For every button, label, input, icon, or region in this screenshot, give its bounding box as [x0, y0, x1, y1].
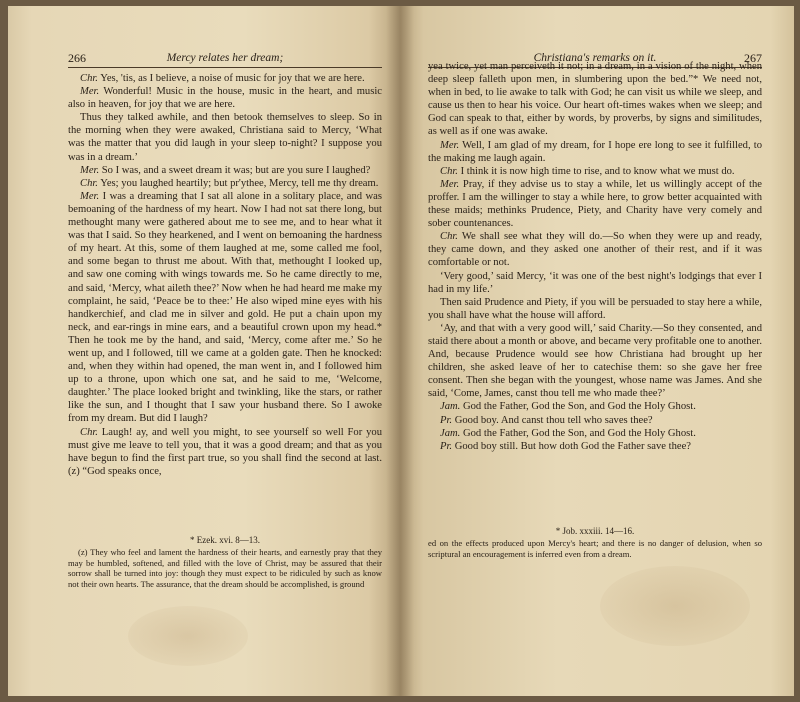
- paragraph: [428, 139, 762, 165]
- body-text: [68, 72, 382, 478]
- left-page: [8, 6, 400, 696]
- footnote-reference: * Job. xxxiii. 14—16.: [555, 526, 635, 536]
- paragraph: [68, 190, 382, 426]
- speaker-label: Chr.: [80, 426, 98, 438]
- running-head: Christiana's remarks on it.: [533, 52, 657, 64]
- paragraph: [428, 178, 762, 230]
- footnotes: [428, 526, 762, 559]
- right-page: [400, 6, 794, 696]
- paragraph-text: God the Father, God the Son, and God the Holy Ghost.: [460, 427, 696, 439]
- paragraph: [68, 72, 382, 85]
- page-number: 267: [744, 51, 762, 65]
- book-spread: [8, 6, 794, 696]
- footnotes: [68, 535, 382, 589]
- paragraph-text: Good boy still. But how doth God the Father save thee?: [452, 440, 691, 452]
- gutter-shadow: [400, 6, 414, 696]
- paragraph: [428, 322, 762, 401]
- speaker-label: Jam.: [440, 427, 461, 439]
- speaker-label: Jam.: [440, 401, 461, 413]
- speaker-label: Mer.: [80, 190, 100, 202]
- paragraph-text: God the Father, God the Son, and God the Holy Ghost.: [460, 401, 696, 413]
- speaker-label: Chr.: [440, 231, 458, 243]
- paragraph-text: Pray, if they advise us to stay a while, let us willingly accept of the proffer. I am the willinger to stay a while here, to grow better acquainted with these maids; methinks Prudence, Piety, and Charity have very comely and sober countenances.: [428, 178, 762, 230]
- paragraph: [428, 165, 762, 178]
- footnote-reference: * Ezek. xvi. 8—13.: [190, 535, 260, 545]
- paragraph-text: Good boy. And canst thou tell who saves thee?: [452, 414, 653, 426]
- paragraph-text: We shall see what they will do.—So when they were up and ready, they came down, and they asked one another of their rest, and if it was comfortable or not.: [428, 231, 762, 269]
- speaker-label: Chr.: [80, 177, 98, 189]
- paragraph: [428, 296, 762, 322]
- paragraph-text: I was a dreaming that I sat all alone in a solitary place, and was bemoaning of the hardness of my heart. Now I had not sat there long, but methought many were gathered about me to see me, and to hear what it was that I said. So they hearkened, and I went on bemoaning the hardness of my heart. At this, some of them laughed at me, some called me fool, and some began to thrust me about. With that, methought I looked up, and saw one coming with wings towards me. So he came directly to me, and said, ‘Mercy, what aileth thee?’ Now when he had heard me make my complaint, he said, ‘Peace be to thee:’ He also wiped mine eyes with his handkerchief, and clad me in silver and gold. He put a chain upon my neck, and ear-rings in mine ears, and a beautiful crown upon my head.* Then he took me by the hand, and said, ‘Mercy, come after me.’ So he went up, and I followed, till we came at a golden gate. Then he knocked: and, when they within had opened, the man went in, and I followed him up to a throne, upon which one sat, and he said to me, ‘Welcome, daughter.’ The place looked bright and twinkling, like the stars, or rather like the sun, and I thought that I saw your husband there. So I awoke from my dream. But did I laugh?: [68, 190, 382, 425]
- speaker-label: Pr.: [440, 414, 453, 426]
- page-header: [68, 50, 382, 66]
- paragraph-text: Wonderful! Music in the house, music in the heart, and music also in heaven, for joy that we are here.: [68, 86, 382, 111]
- paragraph-text: Thus they talked awhile, and then betook themselves to sleep. So in the morning when they were awaked, Christiana said to Mercy, ‘What was the matter that you did laugh in your sleep to-night? I suppose you was in a dream.’: [68, 112, 382, 163]
- paragraph-text: ‘Ay, and that with a very good will,’ said Charity.—So they consented, and staid there about a month or above, and became very profitable one to another. And, because Prudence would see how Christiana had brought up her children, she asked leave of her to catechise them: so she gave her free consent. Then she began with the youngest, whose name was James. And she said, ‘Come, James, canst thou tell me who made thee?’: [428, 322, 762, 400]
- paragraph: [428, 60, 762, 139]
- paragraph-text: I think it is now high time to rise, and to know what we must do.: [457, 165, 735, 177]
- speaker-label: Pr.: [440, 440, 453, 452]
- paragraph: [428, 400, 762, 413]
- body-text: [428, 60, 762, 453]
- footnote-text: (z) They who feel and lament the hardness of their hearts, and earnestly pray that they may be humbled, softened, and filled with the love of Christ, may be assured that their sorrow shall be turned into joy: though they must expect to be ridiculed by such as know not their own hearts. The assurance, that the dream should be accomplished, is ground: [68, 547, 382, 589]
- header-rule: [68, 67, 382, 68]
- gutter-shadow: [386, 6, 400, 696]
- paragraph-text: So I was, and a sweet dream it was; but are you sure I laughed?: [99, 164, 371, 176]
- speaker-label: Chr.: [440, 165, 458, 177]
- paragraph: [428, 230, 762, 269]
- paragraph-text: yea twice, yet man perceiveth it not; in a dream, in a vision of the night, when deep sleep falleth upon men, in slumbering upon the bed.”* We need not, when in bed, to lie awake to talk with God; he can visit us while we sleep, and cause us then to hear his voice. Our heart oft-times wakes when we sleep; and God can speak to that, either by words, by proverbs, by signs and similitudes, as well as if one was awake.: [428, 61, 762, 138]
- paper-stain: [600, 566, 750, 646]
- paragraph: [68, 164, 382, 177]
- speaker-label: Chr.: [80, 73, 98, 84]
- paragraph: [68, 426, 382, 478]
- paragraph: [428, 427, 762, 440]
- speaker-label: Mer.: [440, 178, 460, 190]
- paragraph-text: Then said Prudence and Piety, if you will be persuaded to stay here a while, you shall have what the house will afford.: [428, 296, 762, 321]
- paragraph: [428, 270, 762, 296]
- speaker-label: Mer.: [440, 139, 460, 151]
- speaker-label: Mer.: [80, 164, 100, 176]
- page-number: 266: [68, 51, 86, 65]
- paragraph: [428, 414, 762, 427]
- paragraph: [68, 177, 382, 190]
- paragraph-text: Yes, 'tis, as I believe, a noise of music for joy that we are here.: [97, 73, 365, 84]
- paragraph-text: Well, I am glad of my dream, for I hope ere long to see it fulfilled, to the making me laugh again.: [428, 139, 762, 164]
- running-head: Mercy relates her dream;: [166, 52, 284, 64]
- paper-stain: [128, 606, 248, 666]
- paragraph-text: ‘Very good,’ said Mercy, ‘it was one of the best night's lodgings that ever I had in my life.’: [428, 270, 762, 295]
- paragraph: [428, 440, 762, 453]
- speaker-label: Mer.: [80, 86, 100, 98]
- paragraph: [68, 85, 382, 111]
- footnote-text: ed on the effects produced upon Mercy's heart; and there is no danger of delusion, when so scriptural an encouragement is inferred even from a dream.: [428, 538, 762, 559]
- paragraph: [68, 111, 382, 163]
- paragraph-text: Yes; you laughed heartily; but pr'ythee, Mercy, tell me thy dream.: [97, 177, 379, 189]
- paragraph-text: Laugh! ay, and well you might, to see yourself so well For you must give me leave to tell you, that it was a good dream; and that as you have begun to find the first part true, so you shall find the second at last. (z) “God speaks once,: [68, 426, 382, 477]
